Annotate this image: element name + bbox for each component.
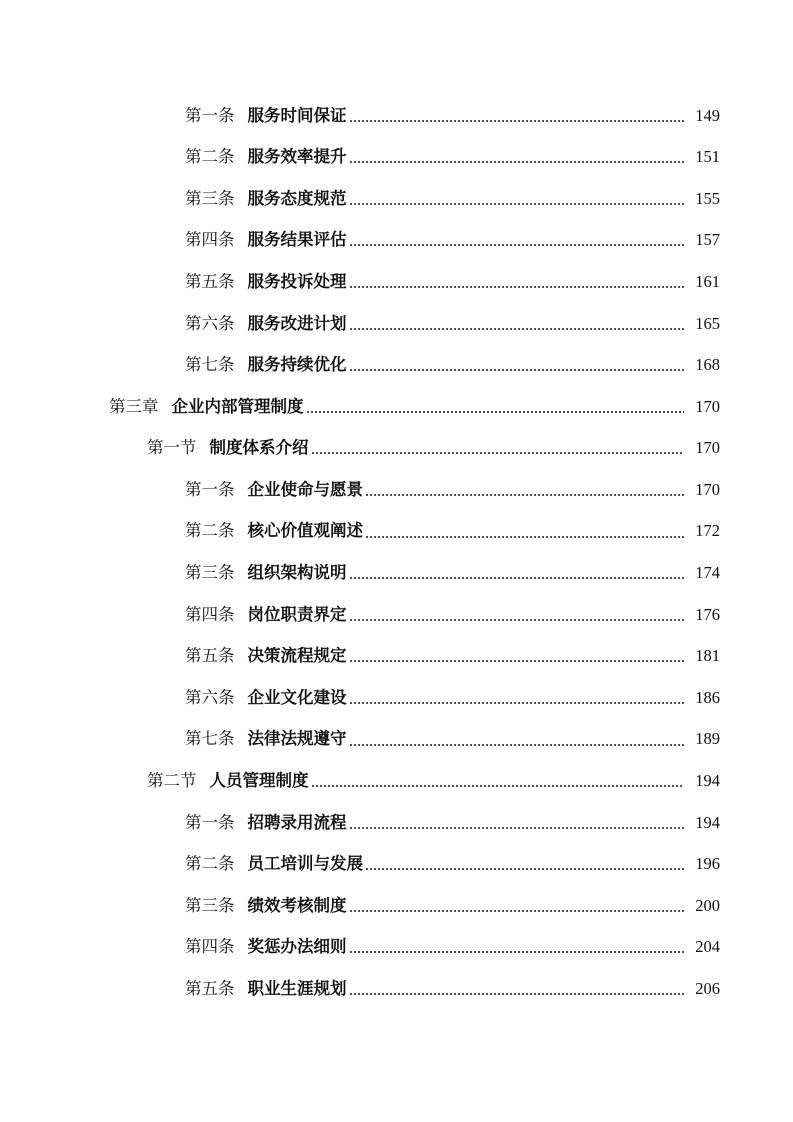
toc-article-entry[interactable]	[0, 345, 793, 387]
dot-leader	[311, 452, 685, 454]
toc-article-entry[interactable]	[0, 469, 793, 511]
toc-page-number: 194	[695, 771, 720, 791]
dot-leader	[349, 660, 685, 662]
dot-leader	[349, 244, 685, 246]
table-of-contents	[0, 95, 793, 1010]
toc-entry-title: 员工培训与发展	[247, 854, 363, 874]
toc-entry-number: 第三条	[185, 895, 235, 915]
dot-leader	[349, 369, 685, 371]
toc-page-number: 200	[695, 895, 720, 915]
dot-leader	[349, 702, 685, 704]
toc-entry-title: 决策流程规定	[247, 646, 347, 666]
dot-leader	[349, 577, 685, 579]
toc-article-entry[interactable]	[0, 802, 793, 844]
dot-leader	[349, 328, 685, 330]
toc-article-entry[interactable]	[0, 303, 793, 345]
toc-article-entry[interactable]	[0, 220, 793, 262]
toc-entry-title: 岗位职责界定	[247, 604, 347, 624]
toc-page-number: 151	[695, 147, 720, 167]
toc-entry-number: 第六条	[185, 687, 235, 707]
toc-article-entry[interactable]	[0, 927, 793, 969]
toc-entry-number: 第一条	[185, 105, 235, 125]
toc-article-entry[interactable]	[0, 594, 793, 636]
toc-article-entry[interactable]	[0, 719, 793, 761]
toc-entry-title: 服务投诉处理	[247, 271, 347, 291]
toc-entry-number: 第一条	[185, 812, 235, 832]
toc-page-number: 206	[695, 979, 720, 999]
toc-page-number: 174	[695, 563, 720, 583]
toc-entry-title: 服务持续优化	[247, 355, 347, 375]
toc-section-entry[interactable]	[0, 761, 793, 803]
toc-entry-title: 服务改进计划	[247, 313, 347, 333]
toc-page-number: 165	[695, 313, 720, 333]
toc-entry-number: 第二条	[185, 147, 235, 167]
toc-page-number: 186	[695, 687, 720, 707]
dot-leader	[349, 827, 685, 829]
toc-article-entry[interactable]	[0, 178, 793, 220]
dot-leader	[365, 868, 684, 870]
toc-article-entry[interactable]	[0, 677, 793, 719]
toc-page-number: 194	[695, 812, 720, 832]
toc-page-number: 168	[695, 355, 720, 375]
dot-leader	[349, 910, 685, 912]
toc-entry-title: 核心价值观阐述	[247, 521, 363, 541]
toc-entry-title: 服务态度规范	[247, 188, 347, 208]
toc-entry-number: 第三条	[185, 563, 235, 583]
dot-leader	[365, 536, 684, 538]
dot-leader	[365, 494, 684, 496]
toc-page-number: 204	[695, 937, 720, 957]
toc-chapter-entry[interactable]	[0, 386, 793, 428]
toc-page-number: 170	[695, 479, 720, 499]
toc-article-entry[interactable]	[0, 95, 793, 137]
toc-page-number: 181	[695, 646, 720, 666]
toc-entry-title: 职业生涯规划	[247, 979, 347, 999]
dot-leader	[349, 161, 685, 163]
dot-leader	[349, 993, 685, 995]
toc-page-number: 196	[695, 854, 720, 874]
toc-entry-title: 招聘录用流程	[247, 812, 347, 832]
toc-entry-number: 第五条	[185, 979, 235, 999]
toc-page-number: 155	[695, 188, 720, 208]
toc-article-entry[interactable]	[0, 885, 793, 927]
toc-entry-title: 法律法规遵守	[247, 729, 347, 749]
toc-article-entry[interactable]	[0, 844, 793, 886]
dot-leader	[306, 411, 685, 413]
toc-article-entry[interactable]	[0, 968, 793, 1010]
toc-page-number: 189	[695, 729, 720, 749]
toc-entry-number: 第一节	[147, 438, 197, 458]
toc-page-number: 157	[695, 230, 720, 250]
dot-leader	[349, 120, 685, 122]
toc-article-entry[interactable]	[0, 137, 793, 179]
toc-entry-title: 服务结果评估	[247, 230, 347, 250]
toc-entry-number: 第一条	[185, 479, 235, 499]
toc-entry-title: 奖惩办法细则	[247, 937, 347, 957]
dot-leader	[311, 785, 685, 787]
toc-article-entry[interactable]	[0, 511, 793, 553]
toc-page-number: 170	[695, 396, 720, 416]
dot-leader	[349, 951, 685, 953]
toc-page-number: 161	[695, 271, 720, 291]
toc-page-number: 170	[695, 438, 720, 458]
toc-entry-number: 第二条	[185, 854, 235, 874]
toc-entry-title: 企业使命与愿景	[247, 479, 363, 499]
toc-entry-title: 绩效考核制度	[247, 895, 347, 915]
toc-entry-number: 第四条	[185, 937, 235, 957]
toc-entry-number: 第二节	[147, 771, 197, 791]
dot-leader	[349, 203, 685, 205]
toc-page-number: 176	[695, 604, 720, 624]
toc-entry-title: 制度体系介绍	[209, 438, 309, 458]
toc-entry-title: 企业内部管理制度	[171, 396, 304, 416]
toc-entry-number: 第三条	[185, 188, 235, 208]
toc-entry-number: 第五条	[185, 271, 235, 291]
toc-entry-number: 第六条	[185, 313, 235, 333]
toc-entry-title: 服务效率提升	[247, 147, 347, 167]
toc-article-entry[interactable]	[0, 553, 793, 595]
toc-page-number: 149	[695, 105, 720, 125]
toc-page-number: 172	[695, 521, 720, 541]
toc-article-entry[interactable]	[0, 261, 793, 303]
toc-article-entry[interactable]	[0, 636, 793, 678]
toc-entry-number: 第四条	[185, 604, 235, 624]
toc-entry-number: 第四条	[185, 230, 235, 250]
toc-entry-number: 第七条	[185, 729, 235, 749]
dot-leader	[349, 619, 685, 621]
toc-entry-title: 服务时间保证	[247, 105, 347, 125]
dot-leader	[349, 286, 685, 288]
toc-entry-number: 第五条	[185, 646, 235, 666]
toc-entry-number: 第七条	[185, 355, 235, 375]
toc-section-entry[interactable]	[0, 428, 793, 470]
toc-entry-title: 企业文化建设	[247, 687, 347, 707]
toc-entry-number: 第三章	[109, 396, 159, 416]
toc-entry-number: 第二条	[185, 521, 235, 541]
toc-entry-title: 组织架构说明	[247, 563, 347, 583]
dot-leader	[349, 744, 685, 746]
toc-entry-title: 人员管理制度	[209, 771, 309, 791]
